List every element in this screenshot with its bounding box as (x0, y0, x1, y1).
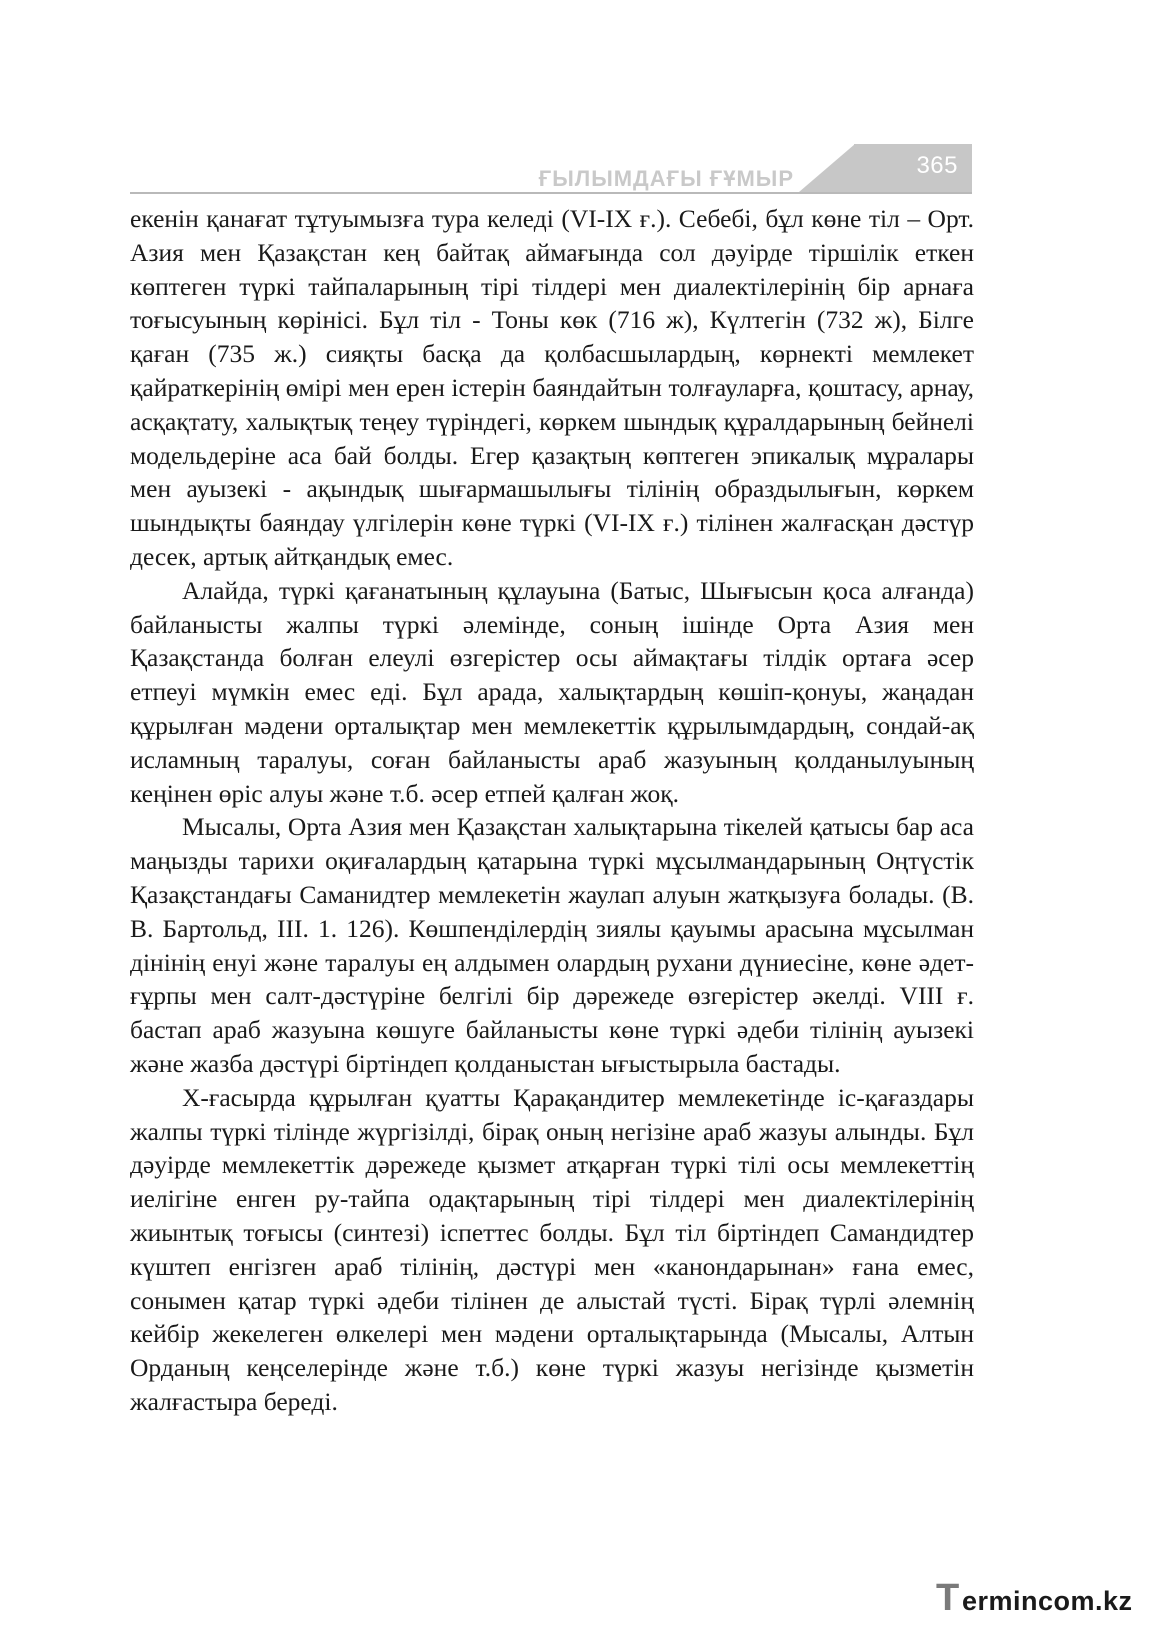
paragraph: Алайда, түркі қағанатының құлауына (Батыс, Шығысын қоса алғанда) байланысты жалпы түркі әлемінде, соның ішінде Орта Азия мен Қазақстанда болған елеулі өзгерістер осы аймақтағы тілдік ортаға әсер етпеуі мүмкін емес еді. Бұл арада, халықтардың көшіп-қонуы, жаңадан құрылған мәдени орталықтар мен мемлекеттік құрылымдардың, сондай-ақ исламның таралуы, соған байланысты араб жазуының қолданылуының кеңінен өріс алуы және т.б. әсер етпей қалған жоқ. (130, 575, 974, 808)
page-number: 365 (916, 152, 958, 179)
watermark-initial: T (936, 1577, 960, 1619)
header-rule (130, 192, 972, 194)
paragraph: Мысалы, Орта Азия мен Қазақстан халықтарына тікелей қатысы бар аса маңызды тарихи оқиғалардың қатарына түркі мұсылмандарының Оңтүстік Қазақстандағы Саманидтер мемлекетін жаулап алуын жатқызуға болады. (В. В. Бартольд, ІІІ. 1. 126). Көшпенділердің зиялы қауымы арасына мұсылман дінінің енуі және таралуы ең алдымен олардың рухани дүниесіне, көне әдет-ғұрпы мен салт-дәстүріне белгілі бір дәрежеде өзгерістер әкелді. VIII ғ. бастап араб жазуына көшуге байланысты көне түркі әдеби тілінің ауызекі және жазба дәстүрі біртіндеп қолданыстан ығыстырыла бастады. (130, 812, 974, 1078)
body-text (130, 202, 974, 1419)
site-watermark (936, 1576, 1148, 1622)
header-tab-slope (799, 144, 855, 192)
header-page-tab (854, 144, 972, 192)
watermark-text: ermincom.kz (962, 1586, 1133, 1616)
paragraph: Х-ғасырда құрылған қуатты Қарақандитер мемлекетінде іс-қағаздары жалпы түркі тілінде жүргізілді, бірақ оның негізіне араб жазуы алынды. Бұл дәуірде мемлекеттік дәрежеде қызмет атқарған түркі тілі осы мемлекеттің иелігіне енген ру-тайпа одақтарының тірі тілдері мен диалектілерінің жиынтық тоғысы (синтезі) іспеттес болды. Бұл тіл біртіндеп Самандидтер күштеп енгізген араб тілінің, дәстүрі мен «канондарынан» ғана емес, сонымен қатар түркі әдеби тілінен де алыстай түсті. Бірақ түрлі әлемнің кейбір жекелеген өлкелері мен мәдени орталықтарында (Мысалы, Алтын Орданың кеңселерінде және т.б.) көне түркі жазуы негізінде қызметін жалғастыра береді. (130, 1082, 974, 1416)
paragraph: екенін қанағат тұтуымызға тура келеді (VI-IX ғ.). Себебі, бұл көне тіл – Орт. Азия мен Қазақстан кең байтақ аймағында сол дәуірде тіршілік еткен көптеген түркі тайпаларының тірі тілдері мен диалектілерінің бір арнаға тоғысуының көрінісі. Бұл тіл - Тоны көк (716 ж), Күлтегін (732 ж), Білге қаған (735 ж.) сияқты басқа да қолбасшылардың, көрнекті мемлекет қайраткерінің өмірі мен ерен істерін баяндайтын толғауларға, қоштасу, арнау, асқақтату, халықтық теңеу түріндегі, көркем шындық құралдарының бейнелі модельдеріне аса бай болды. Егер қазақтың көптеген эпикалық мұралары мен ауызекі - ақындық шығармашылығы тілінің образдылығын, көркем шындықты баяндау үлгілерін көне түркі (VI-IX ғ.) тілінен жалғасқан дәстүр десек, артық айтқандық емес. (130, 204, 974, 571)
running-title: ҒЫЛЫМДАҒЫ ҒҰМЫР (538, 166, 794, 191)
page-header (130, 144, 972, 196)
